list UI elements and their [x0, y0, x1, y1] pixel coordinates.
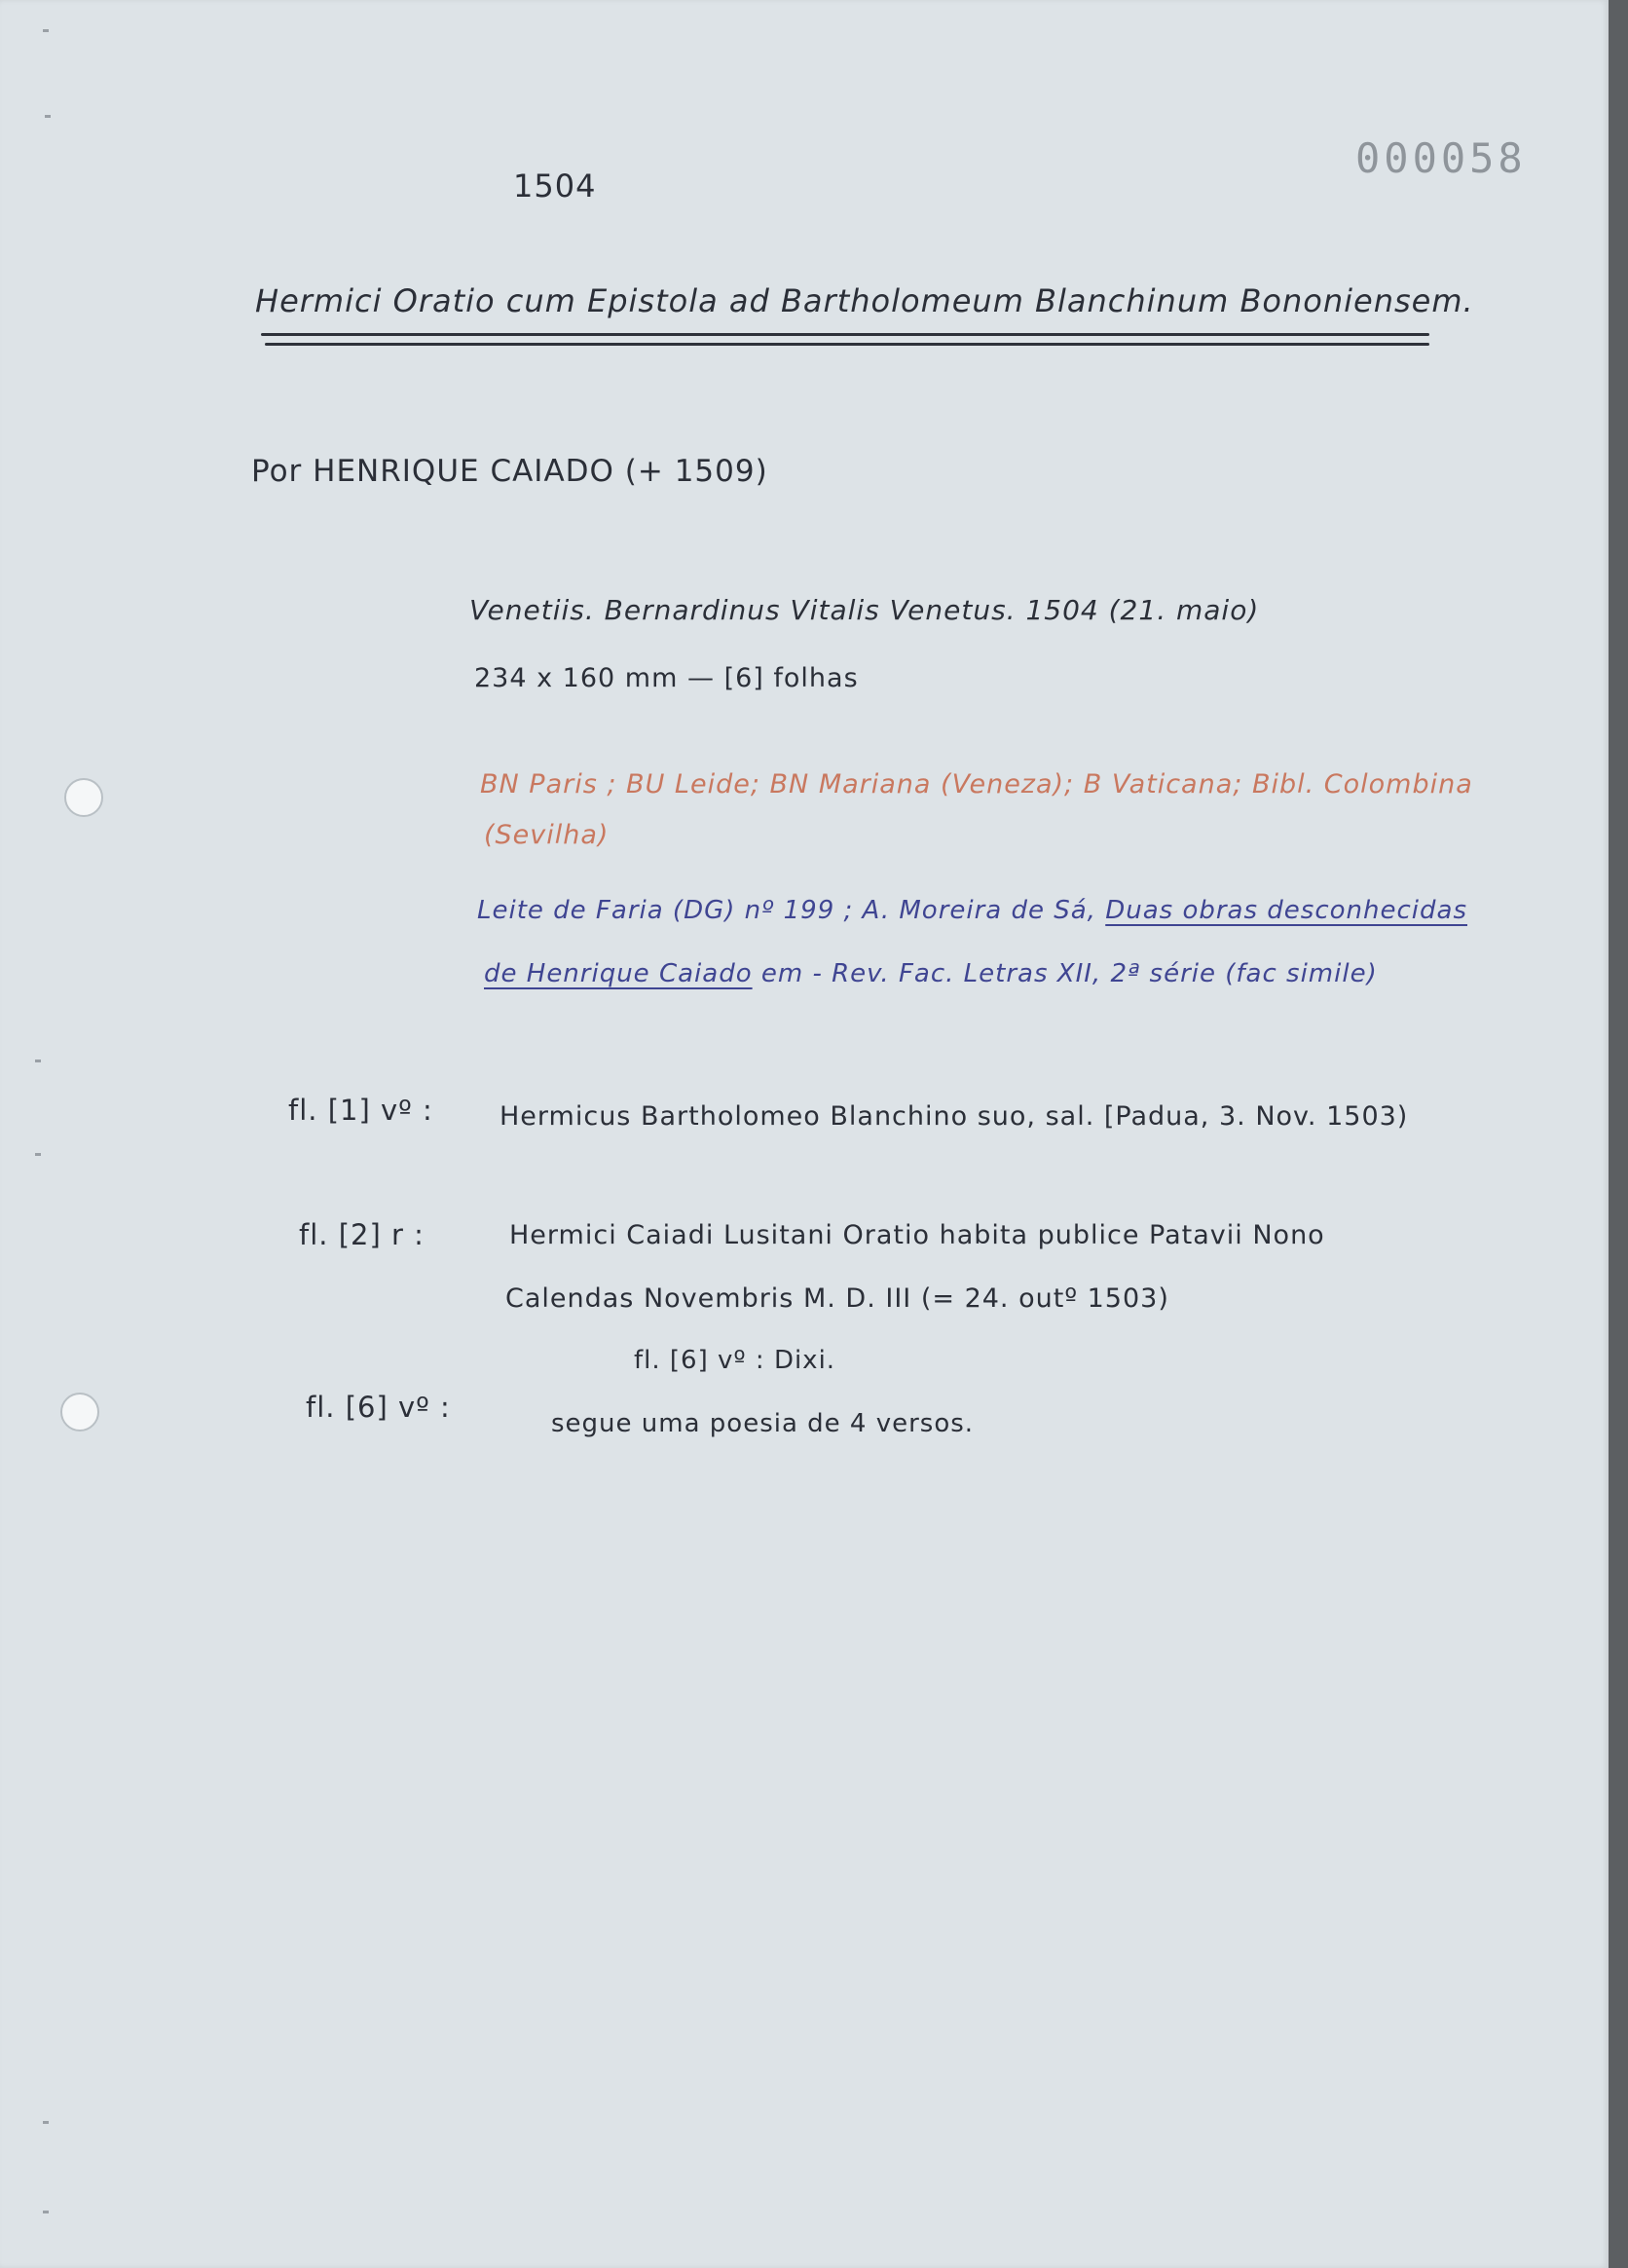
- margin-tick: [43, 29, 49, 32]
- format-line: 234 x 160 mm — [6] folhas: [474, 663, 859, 693]
- folio-text-1: Hermicus Bartholomeo Blanchino suo, sal. [Padua, 3. Nov. 1503): [500, 1101, 1409, 1132]
- reference-source: em - Rev. Fac. Letras XII, 2ª série (fac simile): [752, 959, 1378, 988]
- folio-text-2-continuation: Calendas Novembris M. D. III (= 24. outº 1503): [505, 1283, 1169, 1314]
- holdings-line-1: BN Paris ; BU Leide; BN Mariana (Veneza); B Vaticana; Bibl. Colombina: [480, 769, 1473, 799]
- publication-year: 1504: [513, 167, 597, 204]
- holdings-line-2: (Sevilha): [484, 820, 610, 850]
- author-line: Por HENRIQUE CAIADO (+ 1509): [251, 454, 768, 489]
- reference-line-1: [477, 896, 1467, 925]
- margin-tick: [45, 115, 51, 118]
- reference-citation: Leite de Faria (DG) nº 199 ; A. Moreira de Sá,: [477, 896, 1106, 925]
- margin-tick: [35, 1060, 41, 1062]
- imprint-line: Venetiis. Bernardinus Vitalis Venetus. 1504 (21. maio): [469, 594, 1260, 626]
- title-underline-2: [265, 343, 1429, 346]
- folio-label-2: fl. [2] r :: [299, 1218, 425, 1251]
- reference-title-part-2: de Henrique Caiado: [484, 959, 753, 988]
- title-underline-1: [261, 333, 1429, 336]
- folio-text-4: segue uma poesia de 4 versos.: [551, 1409, 975, 1438]
- punch-hole-top: [64, 778, 103, 817]
- punch-hole-bottom: [60, 1393, 99, 1431]
- folio-label-3: fl. [6] vº :: [634, 1346, 765, 1375]
- reference-line-2: [484, 959, 1378, 988]
- folio-entry-3: [634, 1346, 835, 1375]
- serial-number: 000058: [1355, 134, 1527, 182]
- document-title: Hermici Oratio cum Epistola ad Bartholomeum Blanchinum Bononiensem.: [255, 282, 1474, 319]
- reference-title-part-1: Duas obras desconhecidas: [1105, 896, 1468, 925]
- margin-tick: [35, 1153, 41, 1156]
- folio-text-2: Hermici Caiadi Lusitani Oratio habita publice Patavii Nono: [509, 1220, 1325, 1250]
- margin-tick: [43, 2121, 49, 2124]
- folio-label-1: fl. [1] vº :: [288, 1094, 433, 1127]
- folio-label-4: fl. [6] vº :: [306, 1391, 451, 1424]
- margin-tick: [43, 2211, 49, 2213]
- folio-text-3: Dixi.: [773, 1346, 836, 1375]
